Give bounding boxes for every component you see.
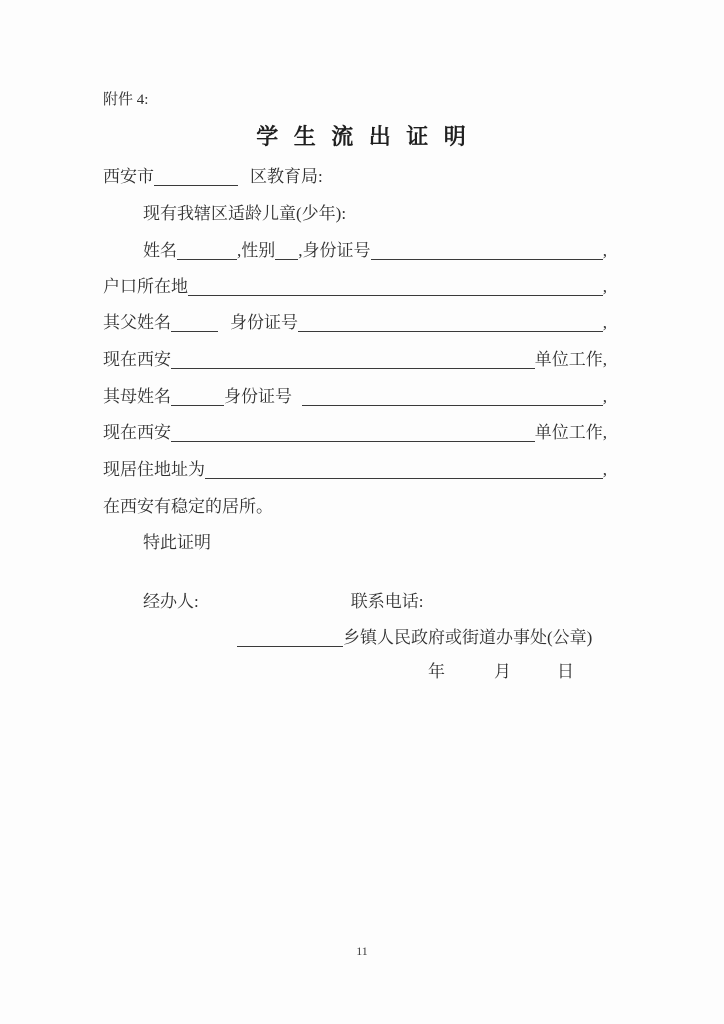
city-label: 西安市 [103, 167, 154, 186]
gender-label: 性别 [241, 241, 276, 260]
handler-line [103, 590, 607, 614]
comma: , [298, 241, 303, 260]
intro-line [103, 202, 607, 226]
comma: , [602, 387, 607, 406]
mother-work-suffix: 单位工作, [534, 423, 607, 442]
attachment-label: 附件 4: [103, 92, 149, 108]
hukou-line [103, 275, 607, 299]
month-label: 月 [494, 662, 511, 681]
closing-line [103, 531, 607, 555]
comma: , [602, 460, 607, 479]
father-work-blank-field [171, 368, 535, 369]
day-label: 日 [557, 662, 574, 681]
issuer-blank-field [237, 646, 343, 647]
name-blank-field [177, 259, 237, 260]
date-line [103, 660, 607, 684]
comma: , [602, 241, 607, 260]
address-label: 现居住地址为 [103, 460, 205, 479]
mother-work-blank-field [171, 441, 535, 442]
district-blank-field [154, 185, 238, 186]
education-bureau-label: 区教育局: [250, 167, 323, 186]
father-name-label: 其父姓名 [103, 313, 171, 332]
address-blank-field [205, 478, 603, 479]
page-number: 11 [356, 944, 368, 958]
phone-label: 联系电话: [350, 592, 424, 611]
mother-work-line [103, 421, 607, 445]
gender-blank-field [275, 259, 298, 260]
issuer-line [103, 626, 607, 650]
name-label: 姓名 [143, 241, 177, 260]
mother-info-line [103, 385, 607, 409]
father-work-line [103, 348, 607, 372]
father-info-line [103, 311, 607, 335]
document-title: 学 生 流 出 证 明 [256, 124, 468, 149]
father-work-prefix: 现在西安 [103, 350, 171, 369]
mother-name-label: 其母姓名 [103, 387, 171, 406]
father-id-blank-field [298, 331, 603, 332]
hukou-label: 户口所在地 [103, 277, 188, 296]
handler-label: 经办人: [143, 592, 199, 611]
closing-text: 特此证明 [143, 533, 211, 552]
mother-id-label: 身份证号 [224, 387, 292, 406]
mother-id-blank-field [302, 405, 603, 406]
comma: , [602, 277, 607, 296]
address-line [103, 458, 607, 482]
salutation-line [103, 165, 607, 189]
mother-name-blank-field [171, 405, 224, 406]
comma: , [602, 313, 607, 332]
comma: , [237, 241, 242, 260]
student-info-line [103, 239, 607, 263]
residence-line [103, 495, 607, 519]
year-label: 年 [428, 662, 445, 681]
father-name-blank-field [171, 331, 218, 332]
intro-text: 现有我辖区适龄儿童(少年): [143, 204, 347, 223]
residence-text: 在西安有稳定的居所。 [103, 497, 273, 516]
hukou-blank-field [188, 295, 603, 296]
father-work-suffix: 单位工作, [534, 350, 607, 369]
mother-work-prefix: 现在西安 [103, 423, 171, 442]
id-number-label: 身份证号 [302, 241, 371, 260]
issuer-text: 乡镇人民政府或街道办事处(公章) [343, 628, 593, 647]
father-id-label: 身份证号 [230, 313, 298, 332]
id-number-blank-field [371, 259, 603, 260]
